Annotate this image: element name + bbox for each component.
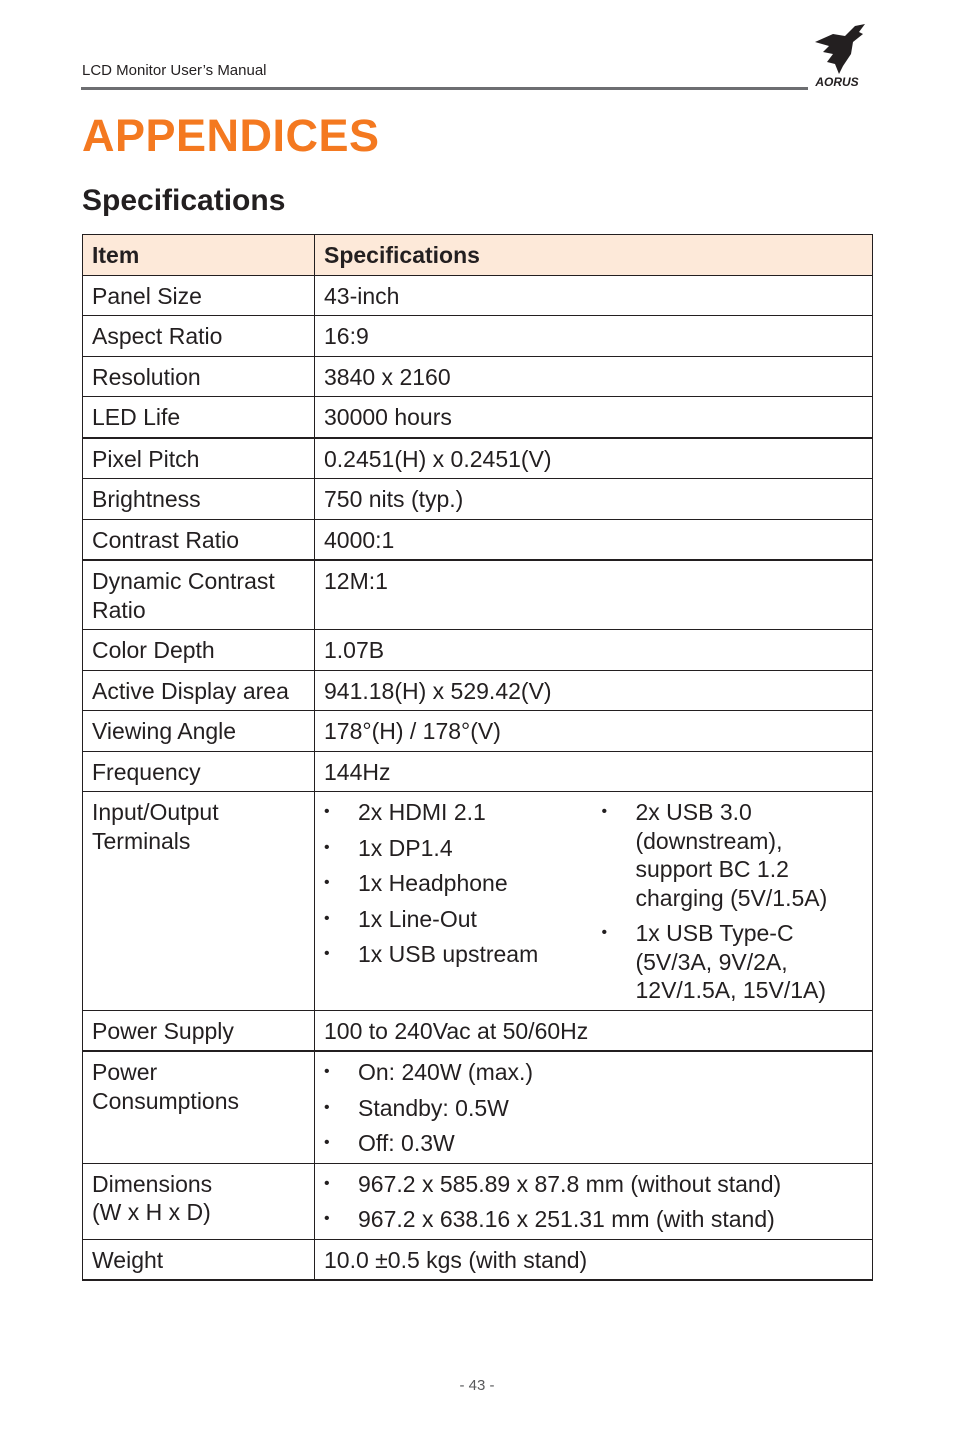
row-spec-value: 144Hz xyxy=(315,751,873,792)
io-list-right xyxy=(601,798,863,1005)
bullet-icon: • xyxy=(324,1134,330,1151)
list-item: • 967.2 x 585.89 x 87.8 mm (without stand) xyxy=(324,1170,782,1197)
row-item-label: Frequency xyxy=(83,751,315,792)
bullet-icon: • xyxy=(324,1210,330,1227)
bullet-icon: • xyxy=(324,838,330,856)
row-item-label: Aspect Ratio xyxy=(83,316,315,357)
row-spec-value: 12M:1 xyxy=(315,560,873,630)
row-item-label: Active Display area xyxy=(83,670,315,711)
bullet-icon: • xyxy=(324,1174,330,1192)
column-header-specifications: Specifications xyxy=(315,235,873,276)
header-rule xyxy=(81,87,808,90)
table-header-row xyxy=(83,235,873,276)
row-spec-value xyxy=(315,1051,873,1163)
list-item: • 1x Line-Out xyxy=(324,905,477,932)
table-row xyxy=(83,1010,873,1051)
row-item-label: Input/Output Terminals xyxy=(83,792,315,1011)
row-spec-value: 1.07B xyxy=(315,630,873,671)
bullet-icon: • xyxy=(324,1063,330,1080)
table-row xyxy=(83,438,873,479)
column-header-item: Item xyxy=(83,235,315,276)
row-item-label: Dynamic Contrast Ratio xyxy=(83,560,315,630)
list-item: • 967.2 x 638.16 x 251.31 mm (with stand) xyxy=(324,1206,775,1232)
list-item: • 1x DP1.4 xyxy=(324,834,453,861)
row-spec-value: 178°(H) / 178°(V) xyxy=(315,711,873,752)
table-row xyxy=(83,316,873,357)
table-row xyxy=(83,1163,873,1239)
row-spec-value: 4000:1 xyxy=(315,519,873,560)
table-row xyxy=(83,1051,873,1163)
bullet-icon: • xyxy=(324,874,330,891)
row-item-label: Contrast Ratio xyxy=(83,519,315,560)
table-row xyxy=(83,630,873,671)
row-spec-value: 941.18(H) x 529.42(V) xyxy=(315,670,873,711)
io-list-left xyxy=(324,798,601,1005)
list-item: • 2x USB 3.0 (downstream), support BC 1.2 charging (5V/1.5A) xyxy=(601,799,828,911)
list-item: • Off: 0.3W xyxy=(324,1130,455,1156)
bullet-icon: • xyxy=(324,1098,330,1116)
row-item-label: Brightness xyxy=(83,479,315,520)
row-spec-value: 10.0 ±0.5 kgs (with stand) xyxy=(315,1239,873,1280)
row-spec-value: 16:9 xyxy=(315,316,873,357)
row-spec-value: 0.2451(H) x 0.2451(V) xyxy=(315,438,873,479)
list-item: • 1x USB upstream xyxy=(324,941,539,967)
row-spec-value: 750 nits (typ.) xyxy=(315,479,873,520)
row-item-label: Viewing Angle xyxy=(83,711,315,752)
table-row xyxy=(83,275,873,316)
row-item-label: Dimensions (W x H x D) xyxy=(83,1163,315,1239)
page-number: - 43 - xyxy=(459,1377,495,1394)
table-row xyxy=(83,397,873,438)
table-row xyxy=(83,356,873,397)
table-row xyxy=(83,560,873,630)
table-row xyxy=(83,751,873,792)
list-item: • On: 240W (max.) xyxy=(324,1059,534,1085)
row-item-label: Color Depth xyxy=(83,630,315,671)
power-consumption-list xyxy=(324,1058,863,1158)
bullet-icon: • xyxy=(601,803,608,820)
row-spec-value: 43-inch xyxy=(315,275,873,316)
table-row xyxy=(83,711,873,752)
aorus-eagle-logo-icon xyxy=(805,22,869,90)
table-row xyxy=(83,670,873,711)
row-item-label: Resolution xyxy=(83,356,315,397)
row-item-label: Panel Size xyxy=(83,275,315,316)
table-row xyxy=(83,1239,873,1280)
row-spec-value xyxy=(315,1163,873,1239)
list-item: • 1x Headphone xyxy=(324,870,508,896)
table-row xyxy=(83,479,873,520)
row-spec-value: 100 to 240Vac at 50/60Hz xyxy=(315,1010,873,1051)
row-item-label: LED Life xyxy=(83,397,315,438)
list-item: • 2x HDMI 2.1 xyxy=(324,799,486,825)
section-title: Specifications xyxy=(82,184,286,217)
manual-title: LCD Monitor User’s Manual xyxy=(82,62,267,79)
row-spec-value: 30000 hours xyxy=(315,397,873,438)
bullet-icon: • xyxy=(324,909,330,927)
dimensions-list xyxy=(324,1170,863,1234)
bullet-icon: • xyxy=(601,924,608,941)
row-item-label: Pixel Pitch xyxy=(83,438,315,479)
row-item-label: Weight xyxy=(83,1239,315,1280)
row-item-label: Power Consumptions xyxy=(83,1051,315,1163)
page-title: APPENDICES xyxy=(82,110,380,161)
specifications-table xyxy=(82,234,873,1281)
list-item: • Standby: 0.5W xyxy=(324,1094,509,1121)
logo-wordmark: AORUS xyxy=(815,75,859,89)
bullet-icon: • xyxy=(324,945,330,962)
table-row xyxy=(83,519,873,560)
row-spec-value: 3840 x 2160 xyxy=(315,356,873,397)
row-spec-value xyxy=(315,792,873,1011)
list-item: • 1x USB Type-C (5V/3A, 9V/2A, 12V/1.5A, 15V/1A) xyxy=(601,920,826,1003)
table-row-io-terminals xyxy=(83,792,873,1011)
bullet-icon: • xyxy=(324,803,330,820)
row-item-label: Power Supply xyxy=(83,1010,315,1051)
